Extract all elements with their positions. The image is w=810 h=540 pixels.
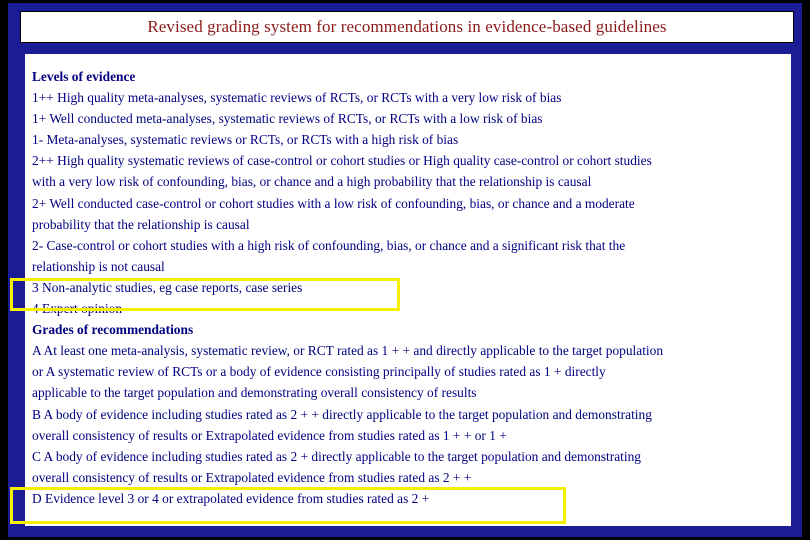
level-text: High quality systematic reviews of case-control or cohort studies or High quality case-control or cohort studies: [53, 153, 652, 169]
slide-background: [8, 3, 802, 537]
grade-text: A body of evidence including studies rated as 2 + directly applicable to the target population and demonstrating: [40, 448, 641, 464]
level-2pp-continued: with a very low risk of confounding, bias, or chance and a high probability that the relationship is causal: [32, 174, 592, 190]
level-text: Case-control or cohort studies with a high risk of confounding, bias, or chance and a significant risk that the: [43, 237, 626, 253]
level-2m-continued: relationship is not causal: [32, 258, 165, 274]
grade-text: At least one meta-analysis, systematic review, or RCT rated as 1 + + and directly applicable to the target population: [40, 343, 664, 359]
grade-a-continued-1: or A systematic review of RCTs or a body of evidence consisting principally of studies rated as 1 + directly: [32, 364, 606, 380]
grades-heading: Grades of recommendations: [32, 322, 194, 338]
level-1pp: [32, 87, 787, 108]
level-1p: [32, 108, 787, 129]
grade-code: B: [32, 406, 41, 422]
level-1m: [32, 129, 787, 150]
level-2pp: [32, 150, 787, 171]
highlight-box-levels-3-4: [10, 278, 400, 311]
grade-text: Evidence level 3 or 4 or extrapolated evidence from studies rated as 2 +: [41, 490, 430, 506]
level-code: 1+: [32, 111, 47, 127]
level-text: Well conducted case-control or cohort studies with a low risk of confounding, bias, or chance and a moderate: [46, 195, 635, 211]
grade-code: C: [32, 448, 41, 464]
level-2p-continued: probability that the relationship is causal: [32, 216, 250, 232]
level-text: Expert opinion: [38, 301, 123, 317]
grade-code: A: [32, 343, 41, 359]
level-2m: [32, 235, 787, 256]
level-text: Meta-analyses, systematic reviews or RCTs, or RCTs with a high risk of bias: [43, 132, 459, 148]
grade-c-continued: overall consistency of results or Extrapolated evidence from studies rated as 2 + +: [32, 469, 472, 485]
level-code: 3: [32, 279, 39, 295]
level-code: 2-: [32, 237, 44, 253]
levels-heading: Levels of evidence: [32, 69, 136, 84]
grade-code: D: [32, 490, 42, 506]
level-code: 2++: [32, 153, 54, 169]
grade-a-continued-2: applicable to the target population and demonstrating overall consistency of results: [32, 385, 477, 401]
grade-b-continued: overall consistency of results or Extrapolated evidence from studies rated as 1 + + or 1 +: [32, 427, 507, 443]
grade-text: A body of evidence including studies rated as 2 + + directly applicable to the target population and demonstrating: [40, 406, 652, 422]
level-code: 4: [32, 301, 39, 317]
grade-b: [32, 404, 787, 425]
grade-a: [32, 340, 787, 361]
slide-title: Revised grading system for recommendations in evidence-based guidelines: [147, 17, 667, 36]
title-box: [20, 11, 794, 43]
grade-c: [32, 446, 787, 467]
level-text: Well conducted meta-analyses, systematic reviews of RCTs, or RCTs with a low risk of bias: [46, 111, 543, 127]
level-code: 1-: [32, 132, 44, 148]
level-text: Non-analytic studies, eg case reports, case series: [38, 279, 303, 295]
level-code: 2+: [32, 195, 47, 211]
highlight-box-grade-d: [10, 487, 566, 524]
level-2p: [32, 193, 787, 214]
level-code: 1++: [32, 90, 54, 106]
level-text: High quality meta-analyses, systematic reviews of RCTs, or RCTs with a very low risk of bias: [53, 90, 562, 106]
